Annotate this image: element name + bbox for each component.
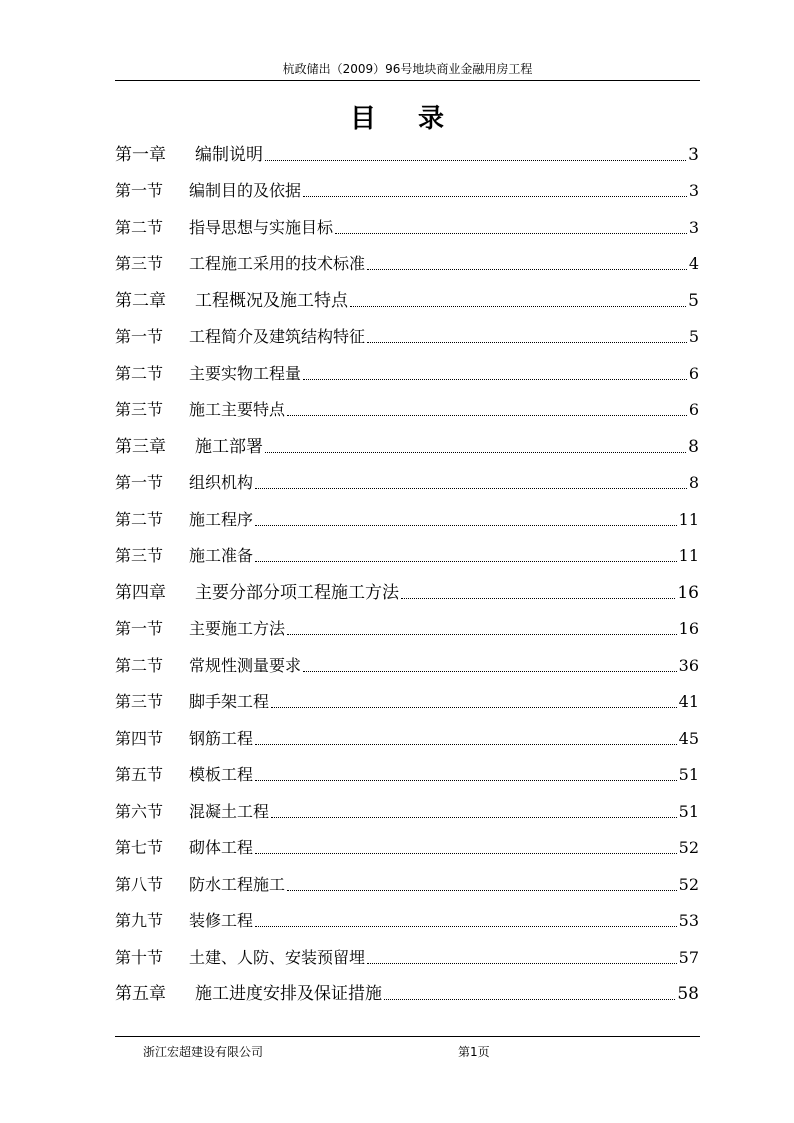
toc-dot-leader — [335, 233, 687, 234]
toc-entry-number: 第九节 — [115, 911, 164, 930]
page-header — [115, 52, 700, 81]
toc-entry-page: 45 — [678, 728, 699, 748]
toc-section-entry[interactable] — [115, 858, 699, 895]
toc-entry-title: 工程简介及建筑结构特征 — [189, 327, 366, 346]
table-of-contents — [115, 128, 699, 1004]
toc-entry-page: 3 — [688, 144, 699, 165]
toc-dot-leader — [255, 525, 677, 526]
toc-dot-leader — [271, 817, 677, 818]
toc-entry-page: 16 — [677, 582, 699, 603]
toc-entry-page: 51 — [678, 765, 699, 784]
toc-dot-leader — [255, 488, 687, 489]
toc-section-entry[interactable] — [115, 712, 699, 749]
toc-entry-title: 模板工程 — [189, 765, 254, 784]
toc-dot-leader — [303, 379, 687, 380]
toc-entry-page: 36 — [678, 655, 699, 675]
toc-entry-number: 第一节 — [115, 181, 164, 200]
toc-entry-page: 41 — [678, 692, 699, 711]
toc-entry-page: 11 — [678, 546, 699, 565]
toc-dot-leader — [350, 306, 686, 307]
toc-dot-leader — [255, 853, 677, 854]
footer-page-number: 第1页 — [458, 1045, 490, 1059]
toc-section-entry[interactable] — [115, 347, 699, 384]
toc-chapter-entry[interactable] — [115, 968, 699, 1005]
toc-entry-page: 6 — [688, 400, 699, 419]
toc-entry-number: 第六节 — [115, 801, 164, 821]
toc-entry-title: 施工程序 — [189, 509, 254, 529]
toc-entry-page: 6 — [688, 363, 699, 383]
toc-section-entry[interactable] — [115, 311, 699, 348]
toc-section-entry[interactable] — [115, 639, 699, 676]
toc-entry-number: 第二节 — [115, 217, 164, 237]
toc-chapter-entry[interactable] — [115, 274, 699, 311]
toc-entry-number: 第三节 — [115, 692, 164, 711]
toc-entry-title: 施工主要特点 — [189, 400, 286, 419]
toc-section-entry[interactable] — [115, 384, 699, 421]
toc-entry-title: 施工进度安排及保证措施 — [195, 984, 382, 1004]
toc-dot-leader — [287, 890, 677, 891]
toc-chapter-entry[interactable] — [115, 420, 699, 457]
toc-dot-leader — [367, 269, 687, 270]
toc-section-entry[interactable] — [115, 785, 699, 822]
toc-entry-number: 第五章 — [115, 984, 166, 1004]
toc-entry-title: 主要施工方法 — [189, 619, 286, 638]
toc-dot-leader — [367, 963, 677, 964]
toc-entry-number: 第三节 — [115, 400, 164, 419]
toc-section-entry[interactable] — [115, 603, 699, 640]
toc-dot-leader — [255, 561, 677, 562]
toc-entry-number: 第一章 — [115, 144, 166, 165]
toc-entry-page: 52 — [678, 874, 699, 894]
toc-entry-title: 指导思想与实施目标 — [189, 217, 334, 237]
toc-entry-page: 53 — [678, 911, 699, 930]
toc-section-entry[interactable] — [115, 165, 699, 202]
toc-entry-title: 混凝土工程 — [189, 801, 270, 821]
toc-entry-page: 16 — [678, 619, 699, 638]
toc-entry-number: 第一节 — [115, 619, 164, 638]
toc-section-entry[interactable] — [115, 822, 699, 859]
toc-entry-number: 第二节 — [115, 363, 164, 383]
toc-entry-number: 第二节 — [115, 509, 164, 529]
toc-entry-number: 第四节 — [115, 728, 164, 748]
toc-entry-page: 5 — [688, 327, 699, 346]
toc-entry-title: 施工部署 — [195, 436, 263, 457]
toc-dot-leader — [287, 415, 687, 416]
toc-entry-title: 施工准备 — [189, 546, 254, 565]
toc-entry-number: 第四章 — [115, 582, 166, 603]
toc-dot-leader — [401, 598, 675, 599]
toc-dot-leader — [287, 634, 677, 635]
toc-entry-page: 52 — [678, 838, 699, 857]
page-footer — [115, 1036, 700, 1059]
toc-section-entry[interactable] — [115, 493, 699, 530]
toc-entry-number: 第二节 — [115, 655, 164, 675]
toc-entry-page: 51 — [678, 801, 699, 821]
toc-entry-number: 第三节 — [115, 254, 164, 273]
toc-entry-title: 编制目的及依据 — [189, 181, 302, 200]
toc-entry-page: 11 — [678, 509, 699, 529]
toc-entry-title: 常规性测量要求 — [189, 655, 302, 675]
toc-entry-title: 主要实物工程量 — [189, 363, 302, 383]
toc-entry-title: 工程概况及施工特点 — [195, 290, 348, 311]
toc-entry-title: 组织机构 — [189, 473, 254, 492]
toc-section-entry[interactable] — [115, 931, 699, 968]
toc-dot-leader — [384, 999, 675, 1000]
toc-title: 目录 — [349, 104, 486, 134]
toc-dot-leader — [265, 160, 686, 161]
toc-dot-leader — [255, 926, 677, 927]
toc-entry-page: 4 — [688, 254, 699, 273]
footer-company: 浙江宏超建设有限公司 — [143, 1045, 264, 1059]
toc-dot-leader — [255, 744, 677, 745]
toc-dot-leader — [303, 671, 677, 672]
toc-entry-page: 5 — [688, 290, 699, 311]
toc-dot-leader — [265, 452, 686, 453]
toc-dot-leader — [303, 196, 687, 197]
toc-section-entry[interactable] — [115, 530, 699, 567]
toc-entry-title: 主要分部分项工程施工方法 — [195, 582, 399, 603]
toc-entry-number: 第八节 — [115, 874, 164, 894]
toc-entry-number: 第一节 — [115, 473, 164, 492]
toc-section-entry[interactable] — [115, 676, 699, 713]
toc-entry-title: 土建、人防、安装预留埋 — [189, 947, 366, 967]
toc-entry-number: 第五节 — [115, 765, 164, 784]
toc-chapter-entry[interactable] — [115, 128, 699, 165]
toc-entry-title: 防水工程施工 — [189, 874, 286, 894]
toc-entry-title: 装修工程 — [189, 911, 254, 930]
toc-entry-page: 8 — [688, 473, 699, 492]
toc-dot-leader — [367, 342, 687, 343]
toc-section-entry[interactable] — [115, 238, 699, 275]
toc-section-entry[interactable] — [115, 457, 699, 494]
toc-entry-title: 编制说明 — [195, 144, 263, 165]
toc-dot-leader — [255, 780, 677, 781]
toc-entry-number: 第三节 — [115, 546, 164, 565]
toc-section-entry[interactable] — [115, 201, 699, 238]
toc-entry-page: 58 — [677, 984, 699, 1004]
toc-entry-number: 第三章 — [115, 436, 166, 457]
toc-entry-page: 3 — [688, 181, 699, 200]
toc-entry-page: 8 — [688, 436, 699, 457]
toc-entry-page: 57 — [678, 947, 699, 967]
toc-entry-title: 钢筋工程 — [189, 728, 254, 748]
toc-entry-number: 第二章 — [115, 290, 166, 311]
toc-entry-number: 第一节 — [115, 327, 164, 346]
toc-entry-page: 3 — [688, 217, 699, 237]
toc-entry-title: 脚手架工程 — [189, 692, 270, 711]
toc-entry-title: 工程施工采用的技术标准 — [189, 254, 366, 273]
toc-section-entry[interactable] — [115, 895, 699, 932]
toc-entry-number: 第十节 — [115, 947, 164, 967]
toc-chapter-entry[interactable] — [115, 566, 699, 603]
toc-entry-number: 第七节 — [115, 838, 164, 857]
header-project-title: 杭政储出（2009）96号地块商业金融用房工程 — [282, 62, 533, 76]
toc-entry-title: 砌体工程 — [189, 838, 254, 857]
toc-section-entry[interactable] — [115, 749, 699, 786]
toc-dot-leader — [271, 707, 677, 708]
